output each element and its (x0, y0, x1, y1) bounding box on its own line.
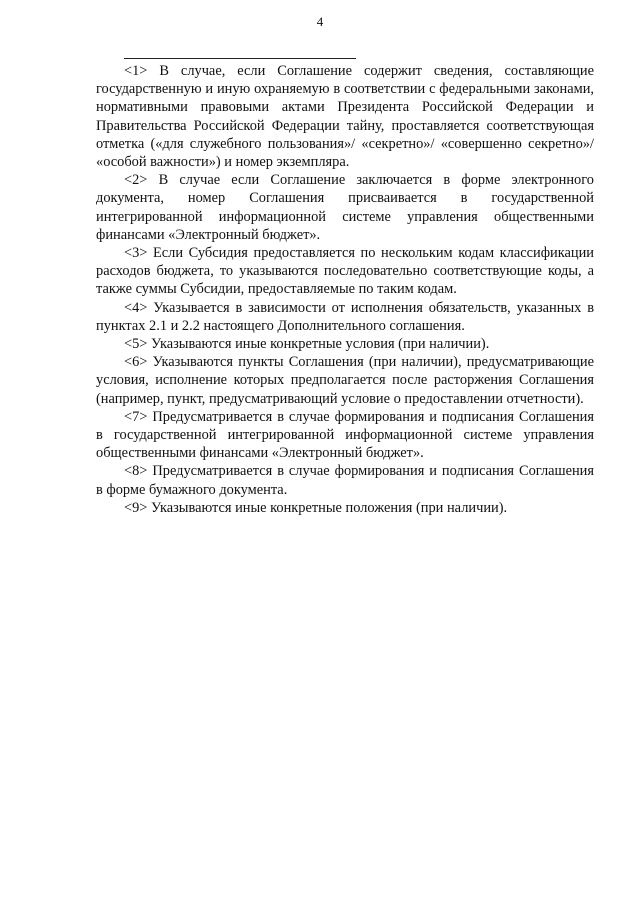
footnote-7: <7> Предусматривается в случае формирования и подписания Соглашения в государственной интегрированной информационной системе управления общественными финансами «Электронный бюджет». (96, 408, 594, 462)
footnote-6: <6> Указываются пункты Соглашения (при наличии), предусматривающие условия, исполнение которых предполагается после расторжения Соглашения (например, пункт, предусматривающий условие о предоставлении отчетности). (96, 354, 594, 407)
footnote-8: <8> Предусматривается в случае формирования и подписания Соглашения в форме бумажного документа. (96, 463, 594, 498)
footnote-5: <5> Указываются иные конкретные условия (при наличии). (124, 336, 490, 353)
footnote-separator (124, 58, 356, 59)
footnotes-section (96, 62, 594, 517)
footnote-3: <3> Если Субсидия предоставляется по нескольким кодам классификации расходов бюджета, то указываются последовательно соответствующие коды, а также суммы Субсидии, предоставляемые по таким кодам. (96, 245, 594, 298)
footnote-9: <9> Указываются иные конкретные положения (при наличии). (124, 499, 508, 516)
page-number: 4 (316, 14, 324, 29)
footnote-4: <4> Указывается в зависимости от исполнения обязательств, указанных в пунктах 2.1 и 2.2 настоящего Дополнительного соглашения. (96, 299, 594, 334)
footnote-1: <1> В случае, если Соглашение содержит сведения, составляющие государственную и иную охраняемую в соответствии с федеральными законами, нормативными правовыми актами Президента Российской Федерации и Правительства Российской Федерации тайну, проставляется соответствующая отметка («для служебного пользования»/ «секретно»/ «совершенно секретно»/ «особой важности») и номер экземпляра. (96, 63, 594, 171)
footnote-2: <2> В случае если Соглашение заключается в форме электронного документа, номер Соглашения присваивается в государственной интегрированной информационной системе управления общественными финансами «Электронный бюджет». (96, 172, 594, 243)
